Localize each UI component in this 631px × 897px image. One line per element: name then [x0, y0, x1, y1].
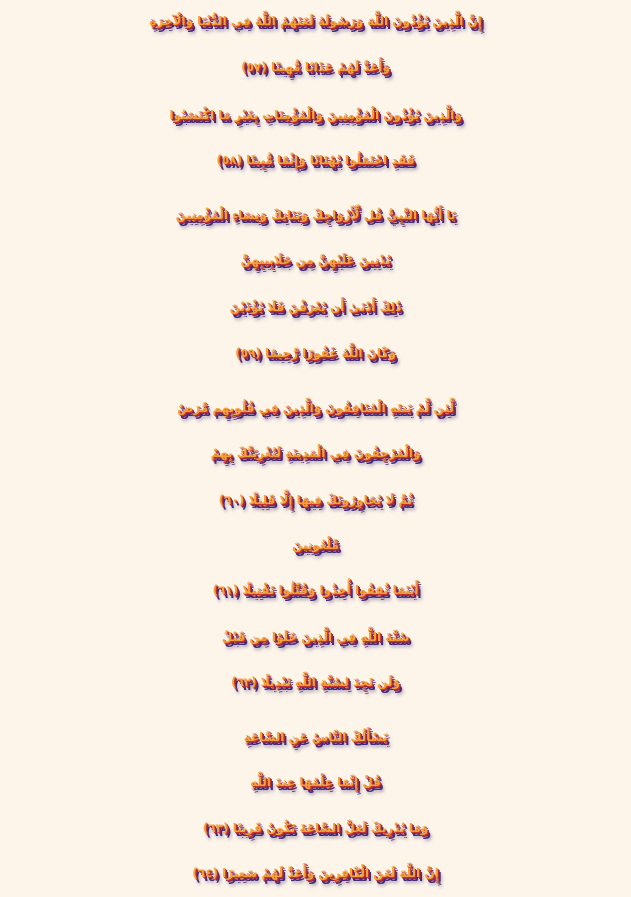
verse-line-15: وَلَن تَجِدَ لِسُنَّةِ اللَّهِ تَبْدِيلًا (٦٢) — [230, 675, 400, 689]
verse-line-7: ذَٰلِكَ أَدْنَىٰ أَن يُعْرَفْنَ فَلَا يُؤْذَيْنَ — [229, 300, 402, 314]
verse-line-3: وَالَّذِينَ يُؤْذُونَ الْمُؤْمِنِينَ وَالْمُؤْمِنَاتِ بِغَيْرِ مَا اكْتَسَبُوا — [169, 108, 462, 122]
verse-line-10: وَالْمُرْجِفُونَ فِي الْمَدِينَةِ لَنُغْرِيَنَّكَ بِهِمْ — [210, 446, 421, 460]
verse-line-2: وَأَعَدَّ لَهُمْ عَذَابًا مُّهِينًا (٥٧) — [241, 60, 390, 74]
verse-line-19: إِنَّ اللَّهَ لَعَنَ الْكَافِرِينَ وَأَعَدَّ لَهُمْ سَعِيرًا (٦٤) — [192, 866, 439, 880]
verse-line-11: ثُمَّ لَا يُجَاوِرُونَكَ فِيهَا إِلَّا قَلِيلًا (٦٠) — [218, 493, 413, 507]
verse-line-1: إِنَّ الَّذِينَ يُؤْذُونَ اللَّهَ وَرَسُولَهُ لَعَنَهُمُ اللَّهُ فِي الدُّنْيَا وَالْآخِرَةِ — [149, 14, 482, 28]
verse-line-9: لَّئِن لَّمْ يَنتَهِ الْمُنَافِقُونَ وَالَّذِينَ فِي قُلُوبِهِم مَّرَضٌ — [177, 401, 454, 415]
verse-line-17: قُلْ إِنَّمَا عِلْمُهَا عِندَ اللَّهِ — [250, 775, 381, 789]
verse-line-6: يُدْنِينَ عَلَيْهِنَّ مِن جَلَابِيبِهِنَّ — [240, 253, 391, 267]
verse-line-14: سُنَّةَ اللَّهِ فِي الَّذِينَ خَلَوْا مِن قَبْلُ — [221, 630, 410, 644]
verse-line-5: يَا أَيُّهَا النَّبِيُّ قُل لِّأَزْوَاجِكَ وَبَنَاتِكَ وَنِسَاءِ الْمُؤْمِنِينَ — [175, 208, 456, 222]
verse-line-4: فَقَدِ احْتَمَلُوا بُهْتَانًا وَإِثْمًا مُّبِينًا (٥٨) — [216, 153, 415, 167]
verse-line-16: يَسْأَلُكَ النَّاسُ عَنِ السَّاعَةِ — [243, 730, 388, 744]
verse-line-8: وَكَانَ اللَّهُ غَفُورًا رَّحِيمًا (٥٩) — [235, 346, 396, 360]
verse-line-12: مَّلْعُونِينَ — [292, 538, 339, 552]
verse-line-18: وَمَا يُدْرِيكَ لَعَلَّ السَّاعَةَ تَكُونُ قَرِيبًا (٦٣) — [202, 821, 429, 835]
verse-line-13: أَيْنَمَا ثُقِفُوا أُخِذُوا وَقُتِّلُوا تَقْتِيلًا (٦١) — [212, 583, 419, 597]
